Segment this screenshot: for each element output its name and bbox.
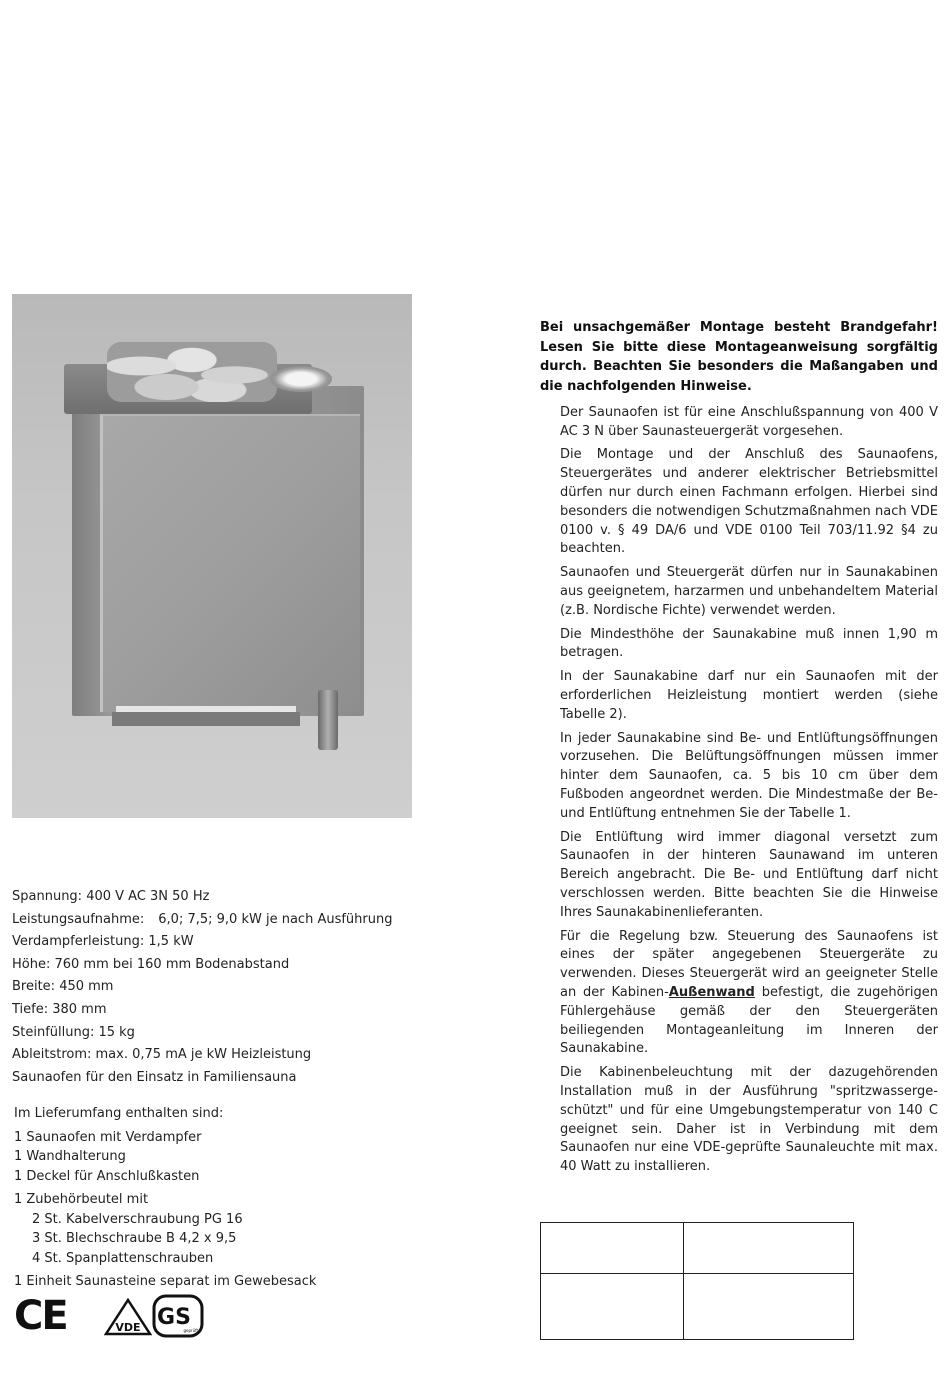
spec-tiefe: Tiefe: 380 mm bbox=[12, 1001, 107, 1017]
spec-ableitstrom: Ableitstrom: max. 0,75 mA je kW Heizleistung bbox=[12, 1047, 312, 1063]
scope-item: 1 Wandhalterung bbox=[14, 1149, 126, 1164]
table-divider bbox=[541, 1273, 853, 1274]
spec-leistung-value: 6,0; 7,5; 9,0 kW je nach Ausführung bbox=[158, 911, 393, 927]
spec-spannung: Spannung: 400 V AC 3N 50 Hz bbox=[12, 889, 210, 904]
product-photo bbox=[12, 294, 412, 818]
spec-leistung-label: Leistungsaufnahme: bbox=[12, 911, 145, 927]
technical-specs bbox=[12, 886, 392, 1089]
heater-base bbox=[112, 712, 300, 726]
note-paragraph: Der Saunaofen ist für eine Anschlußspannung von 400 V AC 3 N über Saunasteuergerät vorgesehen. bbox=[560, 404, 938, 439]
spec-breite: Breite: 450 mm bbox=[12, 979, 114, 995]
spec-leistung bbox=[12, 909, 392, 932]
fire-warning: Bei unsachgemäßer Montage besteht Brandgefahr! Lesen Sie bitte diese Montageanweisung sorgfältig durch. Beachten Sie besonders die Maßangaben und die nachfolgenden Hinweise. bbox=[540, 320, 938, 395]
scope-subitem: 4 St. Spanplattenschrauben bbox=[32, 1250, 214, 1266]
spec-stein: Steinfüllung: 15 kg bbox=[12, 1024, 135, 1040]
note-text: befestigt, die zugehörigen Fühlergehäuse gemäß der den Steuergeräten beiliegenden Montageanleitung im Inneren der Saunakabine. bbox=[560, 984, 939, 1057]
scope-item: 1 Deckel für Anschlußkasten bbox=[14, 1168, 200, 1184]
note-text: Für die Regelung bzw. Steuerung des Saunaofens ist eines der später angegebenen Steuergeräte zu verwenden. Dieses Steuergerät wird an geeigneter Stelle an der Kabinen- bbox=[560, 928, 938, 1000]
table-divider bbox=[683, 1223, 684, 1339]
spec-verdampfer: Verdampferleistung: 1,5 kW bbox=[12, 934, 194, 950]
scope-item: 1 Einheit Saunasteine separat im Gewebesack bbox=[14, 1274, 317, 1289]
note-paragraph: In der Saunakabine darf nur ein Saunaofen mit der erforderlichen Heizleistung montiert werden (siehe Tabelle 2). bbox=[560, 669, 938, 722]
spec-einsatz: Saunaofen für den Einsatz in Familiensauna bbox=[12, 1069, 297, 1085]
spec-hoehe: Höhe: 760 mm bei 160 mm Bodenabstand bbox=[12, 956, 290, 972]
note-paragraph: Die Mindesthöhe der Saunakabine muß innen 1,90 m betragen. bbox=[560, 626, 938, 661]
note-paragraph: Die Entlüftung wird immer diagonal versetzt zum Saunaofen in der hinteren Saunawand im unteren Bereich angebracht. Die Be- und Entlüftung darf nicht verschlossen werden. Bitte beachten Sie die Hinweise Ihres Saunakabinenlieferanten. bbox=[560, 829, 938, 920]
scope-subitem: 2 St. Kabelverschraubung PG 16 bbox=[32, 1211, 243, 1227]
gs-logo bbox=[152, 1294, 204, 1338]
connection-pipe bbox=[318, 690, 338, 750]
delivery-scope bbox=[14, 1104, 316, 1292]
note-paragraph: Die Kabinenbeleuchtung mit der dazugehörenden Installation muß in der Ausführung "spritzwasserge-schützt" und für eine Umgebungstemperatur von 140 C geeignet sein. Daher ist in Verbindung mit dem Saunaofen nur eine VDE-geprüfte Saunaleuchte mit max. 40 Watt zu installieren. bbox=[560, 1065, 938, 1175]
notes-list bbox=[540, 404, 938, 1177]
sauna-stones bbox=[107, 342, 277, 402]
ce-mark-logo: CE bbox=[14, 1293, 67, 1339]
evaporator-cup bbox=[270, 366, 332, 392]
note-underlined: Außenwand bbox=[668, 984, 755, 1000]
scope-subitem: 3 St. Blechschraube B 4,2 x 9,5 bbox=[32, 1231, 237, 1246]
svg-text:VDE: VDE bbox=[115, 1321, 141, 1334]
note-paragraph: Die Montage und der Anschluß des Saunaofens, Steuergerätes und anderer elektrischer Betriebsmittel dürfen nur durch einen Fachmann erfolgen. Hierbei sind besonders die notwendigen Schutzmaßnahmen nach VDE 0100 v. § 49 DA/6 und VDE 0100 Teil 703/11.92 §4 zu beachten. bbox=[560, 447, 938, 557]
heater-front-panel bbox=[100, 414, 360, 712]
svg-text:GS: GS bbox=[157, 1305, 191, 1330]
note-paragraph-control bbox=[560, 928, 938, 1060]
vde-logo bbox=[104, 1298, 152, 1336]
note-paragraph: Saunaofen und Steuergerät dürfen nur in Saunakabinen aus geeignetem, harzarmen und unbehandeltem Material (z.B. Nordische Fichte) verwendet werden. bbox=[560, 565, 938, 618]
empty-table bbox=[540, 1222, 854, 1340]
scope-heading: Im Lieferumfang enthalten sind: bbox=[14, 1106, 224, 1121]
scope-item: 1 Saunaofen mit Verdampfer bbox=[14, 1129, 202, 1145]
installation-notes bbox=[540, 318, 938, 1182]
svg-text:geprüfte: geprüfte bbox=[183, 1328, 201, 1333]
note-paragraph: In jeder Saunakabine sind Be- und Entlüftungsöffnungen vorzusehen. Die Belüftungsöffnungen müssen immer hinter dem Saunaofen, ca. 5 bis 10 cm über dem Fußboden angeordnet werden. Die Mindestmaße der Be- und Entlüftung entnehmen Sie der Tabelle 1. bbox=[560, 730, 938, 821]
scope-item: 1 Zubehörbeutel mit bbox=[14, 1192, 149, 1207]
